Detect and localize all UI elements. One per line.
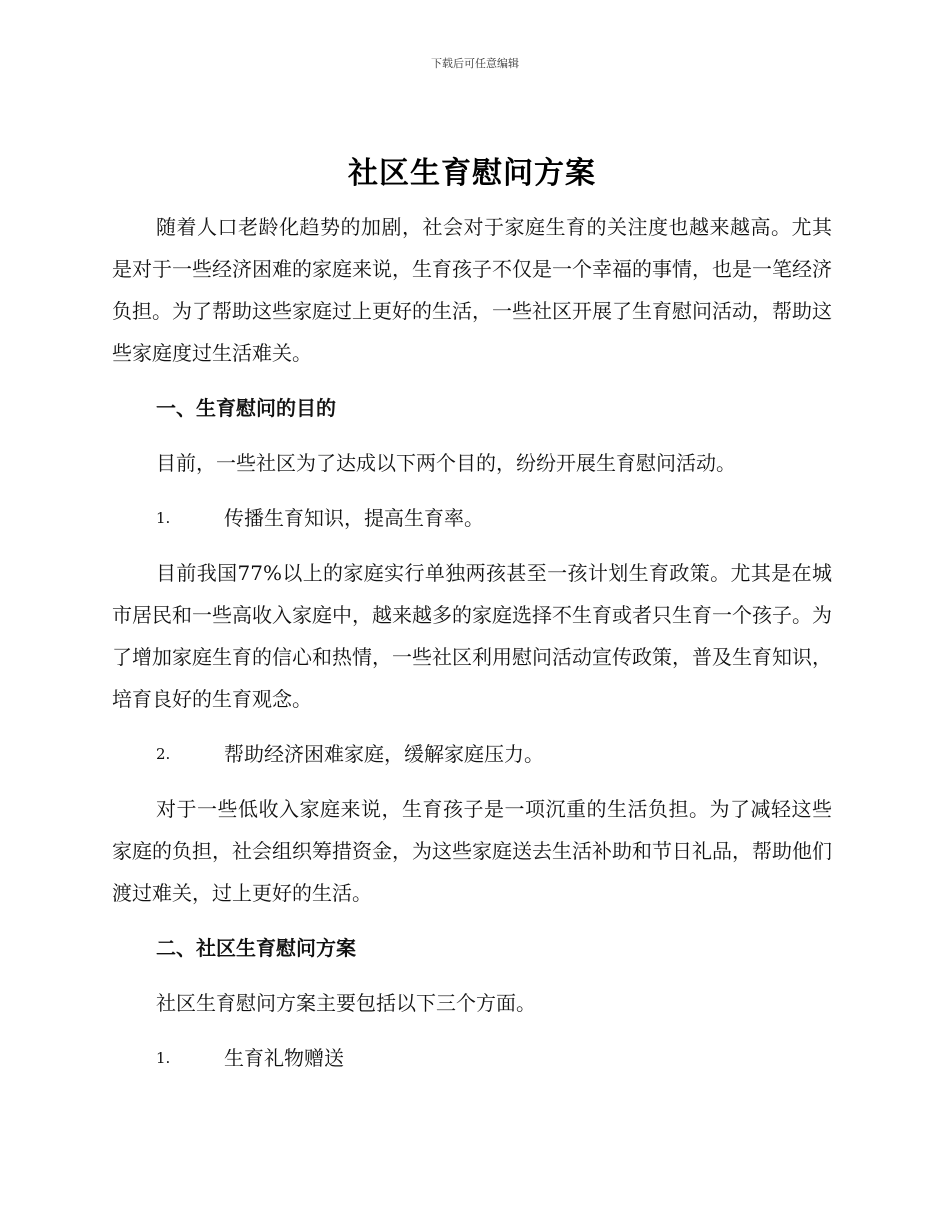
section1-intro: 目前，一些社区为了达成以下两个目的，纷纷开展生育慰问活动。 [156,451,736,475]
list-text: 帮助经济困难家庭，缓解家庭压力。 [224,742,544,766]
list-number: 1. [156,509,171,527]
section2-intro: 社区生育慰问方案主要包括以下三个方面。 [156,991,536,1015]
list-number: 1. [156,1049,171,1067]
section1-item-1 [112,497,832,539]
section1-item-2 [112,733,832,775]
intro-paragraph: 随着人口老龄化趋势的加剧，社会对于家庭生育的关注度也越来越高。尤其是对于一些经济困难的家庭来说，生育孩子不仅是一个幸福的事情，也是一笔经济负担。为了帮助这些家庭过上更好的生活，一些社区开展了生育慰问活动，帮助这些家庭度过生活难关。 [112,215,832,365]
section1-heading: 一、生育慰问的目的 [156,396,336,420]
document-title: 社区生育慰问方案 [348,156,596,191]
section2-item-1 [112,1037,832,1079]
document-body [112,148,832,1079]
list-number: 2. [156,745,171,763]
list-text: 传播生育知识，提高生育率。 [224,506,484,530]
list-text: 生育礼物赠送 [224,1046,344,1070]
section1-item-2-body: 对于一些低收入家庭来说，生育孩子是一项沉重的生活负担。为了减轻这些家庭的负担，社会组织筹措资金，为这些家庭送去生活补助和节日礼品，帮助他们渡过难关，过上更好的生活。 [112,797,832,905]
header-note: 下载后可任意编辑 [431,57,519,70]
section1-item-1-body: 目前我国77%以上的家庭实行单独两孩甚至一孩计划生育政策。尤其是在城市居民和一些高收入家庭中，越来越多的家庭选择不生育或者只生育一个孩子。为了增加家庭生育的信心和热情，一些社区利用慰问活动宣传政策，普及生育知识，培育良好的生育观念。 [112,561,832,711]
section2-heading: 二、社区生育慰问方案 [156,936,356,960]
